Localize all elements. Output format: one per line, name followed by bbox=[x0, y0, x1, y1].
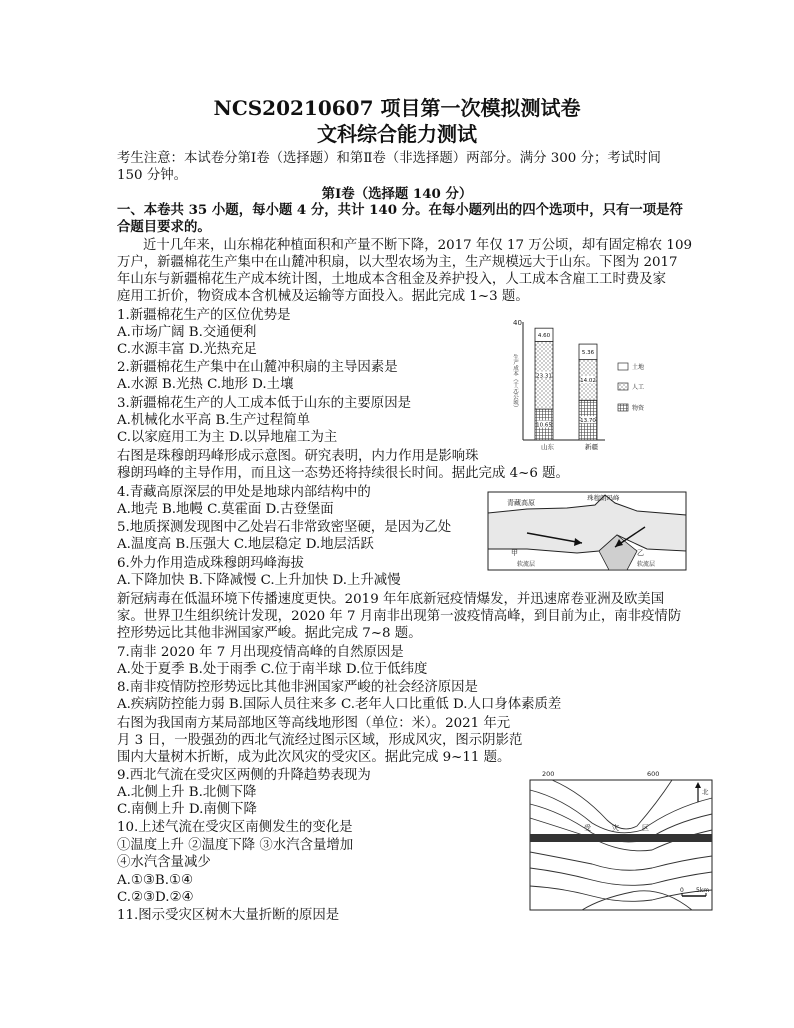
q8-stem: 8.南非疫情防控形势远比其他非洲国家严峻的社会经济原因是 bbox=[117, 680, 478, 695]
legend-swatch-land bbox=[618, 363, 628, 370]
passage4-line2: 月 3 日，一股强劲的西北气流经过图示区域，形成风灾，图示阴影范 bbox=[117, 733, 523, 748]
q10-options-ab: A.①③B.①④ bbox=[117, 873, 194, 888]
legend-labor: 人工 bbox=[632, 384, 645, 391]
q3-stem: 3.新疆棉花生产的人工成本低于山东的主要原因是 bbox=[117, 396, 411, 411]
passage1-line4: 庭用工折价，物资成本含机械及运输等方面投入。据此完成 1~3 题。 bbox=[117, 289, 529, 304]
x-label-xinjiang: 新疆 bbox=[585, 443, 598, 451]
label-asthenosphere-right: 软流层 bbox=[637, 561, 656, 568]
passage1-line2: 万户，新疆棉花生产集中在山麓冲积扇，以大型农场为主，生产规模远大于山东。下图为 2017 bbox=[117, 255, 678, 270]
q10-stem: 10.上述气流在受灾区南侧发生的变化是 bbox=[117, 820, 353, 835]
q10-options-cd: C.②③D.②④ bbox=[117, 890, 194, 905]
q5-stem: 5.地质探测发现图中乙处岩石非常致密坚硬，是因为乙处 bbox=[117, 520, 452, 535]
label-yi: 乙 bbox=[637, 549, 644, 557]
passage2-line1: 右图是珠穆朗玛峰形成示意图。研究表明，内力作用是影响珠 bbox=[117, 449, 479, 464]
bar-label-shandong-land: 4.60 bbox=[537, 332, 551, 339]
cost-chart bbox=[505, 314, 670, 454]
q1-options-ab: A.市场广阔 B.交通便利 bbox=[117, 325, 257, 340]
passage1-line3: 年山东与新疆棉花生产成本统计图，土地成本含租金及养护投入，人工成本含雇工工时费及家 bbox=[117, 272, 667, 287]
bar-label-xinjiang-material: 13.70 bbox=[580, 418, 596, 425]
passage3-line2: 家。世界卫生组织统计发现，2020 年 7 月南非出现第一波疫情高峰，到目前为止，南非疫情防 bbox=[117, 609, 682, 624]
passage3-line1: 新冠病毒在低温环境下传播速度更快。2019 年年底新冠疫情爆发，并迅速席卷亚洲及欧美国 bbox=[117, 592, 665, 607]
exam-title: NCS20210607 项目第一次模拟测试卷 bbox=[213, 96, 581, 120]
disaster-zone bbox=[530, 834, 712, 842]
bar-label-shandong-labor: 23.31 bbox=[536, 373, 552, 380]
q9-options-ab: A.北侧上升 B.北侧下降 bbox=[117, 785, 257, 800]
scale-5km: 5km bbox=[696, 887, 710, 894]
q6-options: A.下降加快 B.下降减慢 C.上升加快 D.上升减慢 bbox=[117, 573, 401, 588]
passage3-line3: 控形势远比其他非洲国家严峻。据此完成 7~8 题。 bbox=[117, 626, 422, 641]
section-heading: 第Ⅰ卷（选择题 140 分） bbox=[321, 186, 473, 202]
q8-options: A.疾病防控能力弱 B.国际人员往来多 C.老年人口比重低 D.人口身体素质差 bbox=[117, 697, 562, 712]
q7-options: A.处于夏季 B.处于雨季 C.位于南半球 D.位于低纬度 bbox=[117, 662, 428, 677]
everest-diagram bbox=[487, 491, 687, 571]
legend-swatch-material bbox=[618, 404, 628, 411]
q4-stem: 4.青藏高原深层的甲处是地球内部结构中的 bbox=[117, 485, 371, 500]
bar-label-xinjiang-land: 5.36 bbox=[581, 349, 595, 356]
q3-options-ab: A.机械化水平高 B.生产过程简单 bbox=[117, 413, 310, 428]
q9-stem: 9.西北气流在受灾区两侧的升降趋势表现为 bbox=[117, 768, 371, 783]
label-plateau: 青藏高原 bbox=[507, 499, 535, 507]
contour-map bbox=[522, 768, 718, 914]
q9-options-cd: C.南侧上升 D.南侧下降 bbox=[117, 802, 257, 817]
q2-options: A.水源 B.光热 C.地形 D.土壤 bbox=[117, 377, 294, 392]
q11-stem: 11.图示受灾区树木大量折断的原因是 bbox=[117, 908, 340, 923]
legend-swatch-labor bbox=[618, 383, 628, 390]
north-label: 北 bbox=[702, 788, 709, 796]
y-axis-label: 生产成本（千元/公顷） bbox=[512, 354, 518, 411]
passage2-line2: 穆朗玛峰的主导作用，而且这一态势还将持续很长时间。据此完成 4~6 题。 bbox=[117, 466, 569, 481]
q5-options: A.温度高 B.压强大 C.地层稳定 D.地层活跃 bbox=[117, 537, 374, 552]
q1-options-cd: C.水源丰富 D.光热充足 bbox=[117, 342, 257, 357]
q2-stem: 2.新疆棉花生产集中在山麓冲积扇的主导因素是 bbox=[117, 360, 398, 375]
q1-stem: 1.新疆棉花生产的区位优势是 bbox=[117, 308, 291, 323]
q4-options: A.地壳 B.地幔 C.莫霍面 D.古登堡面 bbox=[117, 502, 334, 517]
legend-land: 土地 bbox=[632, 364, 645, 371]
q3-options-cd: C.以家庭用工为主 D.以异地雇工为主 bbox=[117, 430, 338, 445]
bar-label-xinjiang-labor: 14.02 bbox=[580, 377, 596, 384]
q10-items1: ①温度上升 ②温度下降 ③水汽含量增加 bbox=[117, 838, 354, 853]
passage4-line1: 右图为我国南方某局部地区等高线地形图（单位：米）。2021 年元 bbox=[117, 716, 511, 731]
zone-char-3: 区 bbox=[642, 824, 649, 832]
q6-stem: 6.外力作用造成珠穆朗玛峰海拔 bbox=[117, 556, 304, 571]
passage1-line1: 近十几年来，山东棉花种植面积和产量不断下降，2017 年仅 17 万公顷，却有固定棉农 109 bbox=[143, 238, 692, 253]
passage4-line3: 围内大量树木折断，成为此次风灾的受灾区。据此完成 9~11 题。 bbox=[117, 750, 511, 765]
bar-label-shandong-material: 10.65 bbox=[536, 422, 552, 429]
exam-subtitle: 文科综合能力测试 bbox=[317, 122, 477, 146]
contour-label-200: 200 bbox=[542, 770, 555, 778]
label-asthenosphere-left: 软流层 bbox=[517, 561, 536, 568]
q7-stem: 7.南非 2020 年 7 月出现疫情高峰的自然原因是 bbox=[117, 645, 404, 660]
y-tick-top: 40 bbox=[513, 319, 522, 327]
notice-line1: 考生注意：本试卷分第Ⅰ卷（选择题）和第Ⅱ卷（非选择题）两部分。满分 300 分；考试时间 bbox=[117, 151, 661, 166]
section-instr2: 合题目要求的。 bbox=[117, 219, 211, 235]
label-peak: 珠穆朗玛峰 bbox=[587, 494, 620, 502]
notice-line2: 150 分钟。 bbox=[117, 168, 187, 183]
scale-0: 0 bbox=[680, 887, 684, 894]
zone-char-2: 灾 bbox=[612, 824, 619, 832]
contour-label-600: 600 bbox=[647, 770, 660, 778]
section-instr1: 一、本卷共 35 小题，每小题 4 分，共计 140 分。在每小题列出的四个选项中，只有一项是符 bbox=[117, 202, 683, 218]
legend-material: 物资 bbox=[632, 405, 645, 412]
label-jia: 甲 bbox=[511, 549, 518, 557]
zone-char-1: 受 bbox=[584, 824, 591, 832]
x-label-shandong: 山东 bbox=[541, 443, 554, 451]
q10-items2: ④水汽含量减少 bbox=[117, 855, 211, 870]
